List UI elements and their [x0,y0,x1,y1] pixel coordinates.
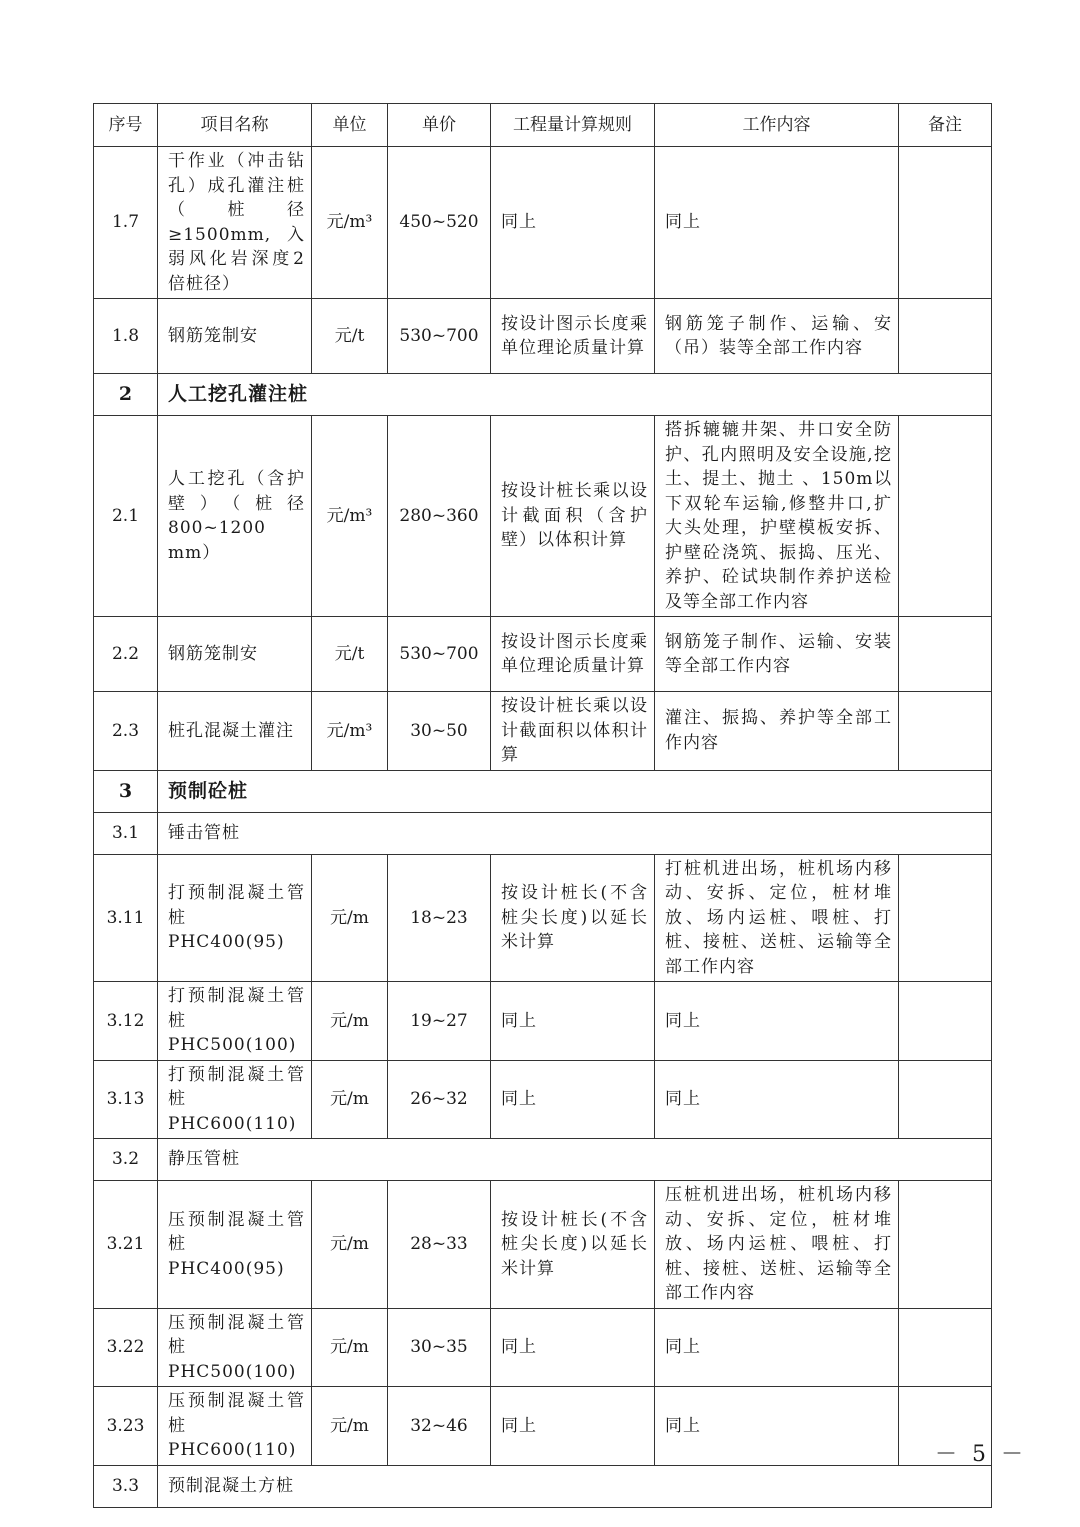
subsection-title: 锤击管桩 [158,812,992,854]
cell-note [899,1308,992,1387]
cell-unit: 元/m [312,982,388,1061]
subsection-title: 预制混凝土方桩 [158,1465,992,1507]
cell-price: 28~33 [388,1181,491,1309]
subsection-no: 3.1 [94,812,158,854]
section-title: 预制砼桩 [158,770,992,812]
cell-price: 280~360 [388,416,491,617]
cell-name: 打预制混凝土管桩 PHC600(110) [158,1060,312,1139]
cell-name: 干作业（冲击钻孔）成孔灌注桩（桩径≥1500mm,入弱风化岩深度2倍桩径） [158,147,312,299]
cell-price: 30~50 [388,692,491,771]
cell-rule: 同上 [491,1387,655,1466]
cell-no: 3.21 [94,1181,158,1309]
table-row [94,416,992,617]
cell-unit: 元/t [312,299,388,374]
cell-no: 3.13 [94,1060,158,1139]
cell-no: 1.8 [94,299,158,374]
cell-rule: 同上 [491,982,655,1061]
subsection-no: 3.2 [94,1139,158,1181]
cell-work: 钢筋笼子制作、运输、安（吊）装等全部工作内容 [655,299,899,374]
cell-name: 桩孔混凝土灌注 [158,692,312,771]
cell-rule: 按设计图示长度乘单位理论质量计算 [491,299,655,374]
cell-name: 压预制混凝土管桩 PHC500(100) [158,1308,312,1387]
section-row [94,374,992,416]
cell-price: 530~700 [388,617,491,692]
cell-work: 搭拆辘辘井架、井口安全防护、孔内照明及安全设施,挖土、提土、抛土 、150m以下双轮车运输,修整井口,扩大头处理，护壁模板安拆、护壁砼浇筑、振捣、压光、养护、砼试块制作养护送检及等全部工作内容 [655,416,899,617]
cell-unit: 元/m³ [312,416,388,617]
cell-unit: 元/m³ [312,692,388,771]
cell-no: 2.1 [94,416,158,617]
page-number: － 5 － [935,1442,1027,1467]
cell-rule: 同上 [491,1308,655,1387]
header-name: 项目名称 [158,104,312,147]
section-title: 人工挖孔灌注桩 [158,374,992,416]
cell-work: 打桩机进出场，桩机场内移动、安拆、定位，桩材堆放、场内运桩、喂桩、打桩、接桩、送桩、运输等全部工作内容 [655,854,899,982]
cell-name: 压预制混凝土管桩 PHC600(110) [158,1387,312,1466]
cell-price: 26~32 [388,1060,491,1139]
section-no: 2 [94,374,158,416]
table-row [94,1387,992,1466]
table-row [94,1181,992,1309]
cell-price: 530~700 [388,299,491,374]
cell-no: 1.7 [94,147,158,299]
cell-rule: 同上 [491,147,655,299]
subsection-row [94,1139,992,1181]
header-work: 工作内容 [655,104,899,147]
cell-rule: 按设计桩长(不含桩尖长度)以延长米计算 [491,1181,655,1309]
cell-no: 3.23 [94,1387,158,1466]
cell-note [899,416,992,617]
cell-note [899,982,992,1061]
cell-unit: 元/m [312,1060,388,1139]
subsection-title: 静压管桩 [158,1139,992,1181]
cell-rule: 按设计图示长度乘单位理论质量计算 [491,617,655,692]
cell-work: 同上 [655,1308,899,1387]
cell-no: 3.11 [94,854,158,982]
cell-price: 32~46 [388,1387,491,1466]
cell-rule: 按设计桩长乘以设计截面积（含护壁）以体积计算 [491,416,655,617]
cell-unit: 元/m [312,1387,388,1466]
pricing-table [93,103,992,1508]
cell-note [899,1060,992,1139]
section-no: 3 [94,770,158,812]
cell-name: 压预制混凝土管桩 PHC400(95) [158,1181,312,1309]
cell-price: 19~27 [388,982,491,1061]
subsection-row [94,812,992,854]
table-row [94,147,992,299]
cell-unit: 元/m [312,1181,388,1309]
cell-unit: 元/t [312,617,388,692]
cell-rule: 按设计桩长(不含桩尖长度)以延长米计算 [491,854,655,982]
cell-name: 钢筋笼制安 [158,299,312,374]
cell-note [899,1181,992,1309]
table-row [94,1308,992,1387]
cell-no: 3.22 [94,1308,158,1387]
cell-name: 人工挖孔（含护壁）（桩径800~1200 mm） [158,416,312,617]
table-header [94,104,992,147]
cell-unit: 元/m [312,1308,388,1387]
cell-work: 压桩机进出场，桩机场内移动、安拆、定位，桩材堆放、场内运桩、喂桩、打桩、接桩、送桩、运输等全部工作内容 [655,1181,899,1309]
header-rule: 工程量计算规则 [491,104,655,147]
cell-note [899,147,992,299]
cell-work: 钢筋笼子制作、运输、安装等全部工作内容 [655,617,899,692]
cell-name: 打预制混凝土管桩 PHC500(100) [158,982,312,1061]
cell-price: 450~520 [388,147,491,299]
cell-no: 2.3 [94,692,158,771]
cell-no: 3.12 [94,982,158,1061]
cell-work: 灌注、振捣、养护等全部工作内容 [655,692,899,771]
table-row [94,617,992,692]
cell-price: 18~23 [388,854,491,982]
table-row [94,854,992,982]
cell-note [899,692,992,771]
cell-work: 同上 [655,1387,899,1466]
cell-unit: 元/m [312,854,388,982]
cell-work: 同上 [655,147,899,299]
cell-unit: 元/m³ [312,147,388,299]
table-row [94,982,992,1061]
header-price: 单价 [388,104,491,147]
cell-no: 2.2 [94,617,158,692]
cell-rule: 按设计桩长乘以设计截面积以体积计算 [491,692,655,771]
table-row [94,299,992,374]
cell-name: 打预制混凝土管桩 PHC400(95) [158,854,312,982]
cell-work: 同上 [655,1060,899,1139]
header-no: 序号 [94,104,158,147]
table-row [94,1060,992,1139]
section-row [94,770,992,812]
table-row [94,692,992,771]
cell-work: 同上 [655,982,899,1061]
cell-rule: 同上 [491,1060,655,1139]
cell-note [899,299,992,374]
cell-name: 钢筋笼制安 [158,617,312,692]
cell-note [899,854,992,982]
subsection-no: 3.3 [94,1465,158,1507]
header-unit: 单位 [312,104,388,147]
subsection-row [94,1465,992,1507]
cell-note [899,617,992,692]
cell-price: 30~35 [388,1308,491,1387]
header-note: 备注 [899,104,992,147]
